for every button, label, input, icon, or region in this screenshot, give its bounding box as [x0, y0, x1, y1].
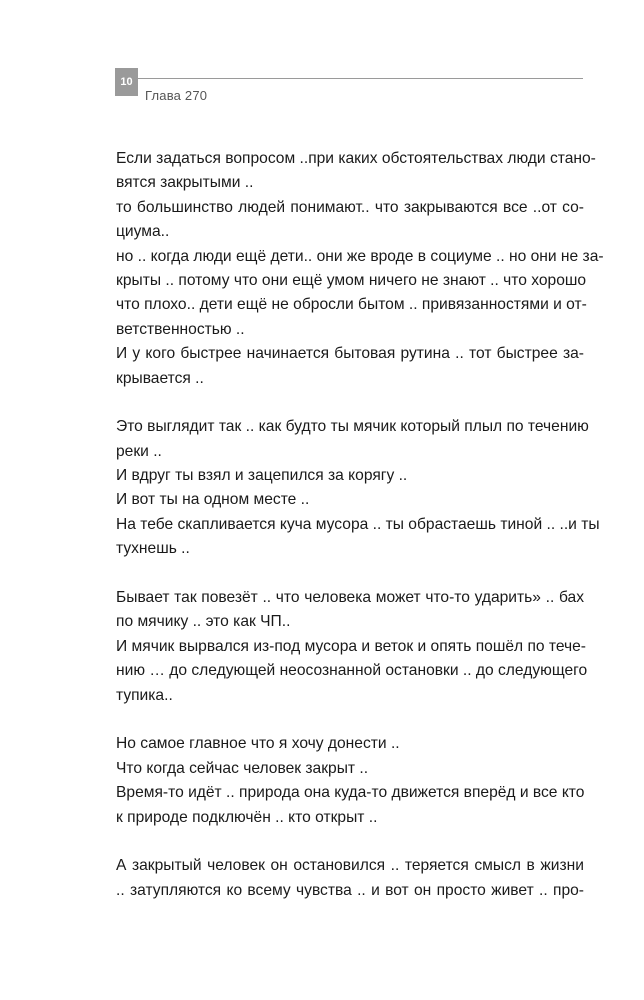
text-line: И вдруг ты взял и зацепился за корягу .. — [116, 467, 408, 485]
paragraph — [116, 415, 600, 561]
text-line: Время-то идёт .. природа она куда-то движется вперёд и все кто — [116, 784, 585, 802]
text-line: .. затупляются ко всему чувства .. и вот он просто живет .. про- — [116, 881, 584, 899]
text-line: по мячику .. это как ЧП.. — [116, 613, 291, 631]
text-line: И у кого быстрее начинается бытовая рутина .. тот быстрее за- — [116, 345, 584, 363]
text-line: ветственностью .. — [116, 320, 245, 338]
text-line: к природе подключён .. кто открыт .. — [116, 808, 378, 826]
text-line: Бывает так повезёт .. что человека может что-то ударить» .. бах — [116, 589, 584, 607]
text-line: что плохо.. дети ещё не обросли бытом .. привязанностями и от- — [116, 296, 587, 314]
paragraph — [116, 586, 588, 708]
text-line: А закрытый человек он остановился .. теряется смысл в жизни — [116, 857, 584, 875]
text-line: вятся закрытыми .. — [116, 174, 254, 192]
text-line: циума.. — [116, 223, 170, 241]
paragraph-gap — [116, 708, 584, 732]
text-line: И вот ты на одном месте .. — [116, 491, 310, 509]
text-line: то большинство людей понимают.. что закрываются все ..от со- — [116, 198, 584, 216]
paragraph — [116, 854, 584, 903]
text-line: нию … до следующей неосознанной остановки .. до следующего — [116, 662, 588, 680]
text-line: Если задаться вопросом ..при каких обстоятельствах люди стано- — [116, 150, 596, 167]
page-number: 10 — [115, 68, 138, 96]
text-line: И мячик вырвался из-под мусора и веток и опять пошёл по тече- — [116, 637, 587, 655]
text-line: но .. когда люди ещё дети.. они же вроде в социуме .. но они не за- — [116, 247, 604, 265]
text-line: Что когда сейчас человек закрыт .. — [116, 759, 369, 777]
text-line: На тебе скапливается куча мусора .. ты обрастаешь тиной .. ..и ты — [116, 515, 600, 533]
text-line: тупика.. — [116, 686, 173, 704]
text-line: крыты .. потому что они ещё умом ничего не знают .. что хорошо — [116, 271, 587, 289]
header-rule — [138, 78, 583, 79]
paragraph — [116, 732, 584, 830]
body-text — [116, 147, 604, 903]
text-line: реки .. — [116, 442, 162, 460]
paragraph-gap — [116, 391, 584, 415]
text-line: Это выглядит так .. как будто ты мячик который плыл по течению — [116, 418, 589, 436]
chapter-title: Глава 270 — [145, 88, 208, 103]
paragraph — [116, 147, 604, 391]
text-line: тухнешь .. — [116, 540, 190, 558]
paragraph-gap — [116, 830, 584, 854]
paragraph-gap — [116, 562, 584, 586]
text-line: крывается .. — [116, 369, 204, 387]
text-line: Но самое главное что я хочу донести .. — [116, 735, 400, 753]
